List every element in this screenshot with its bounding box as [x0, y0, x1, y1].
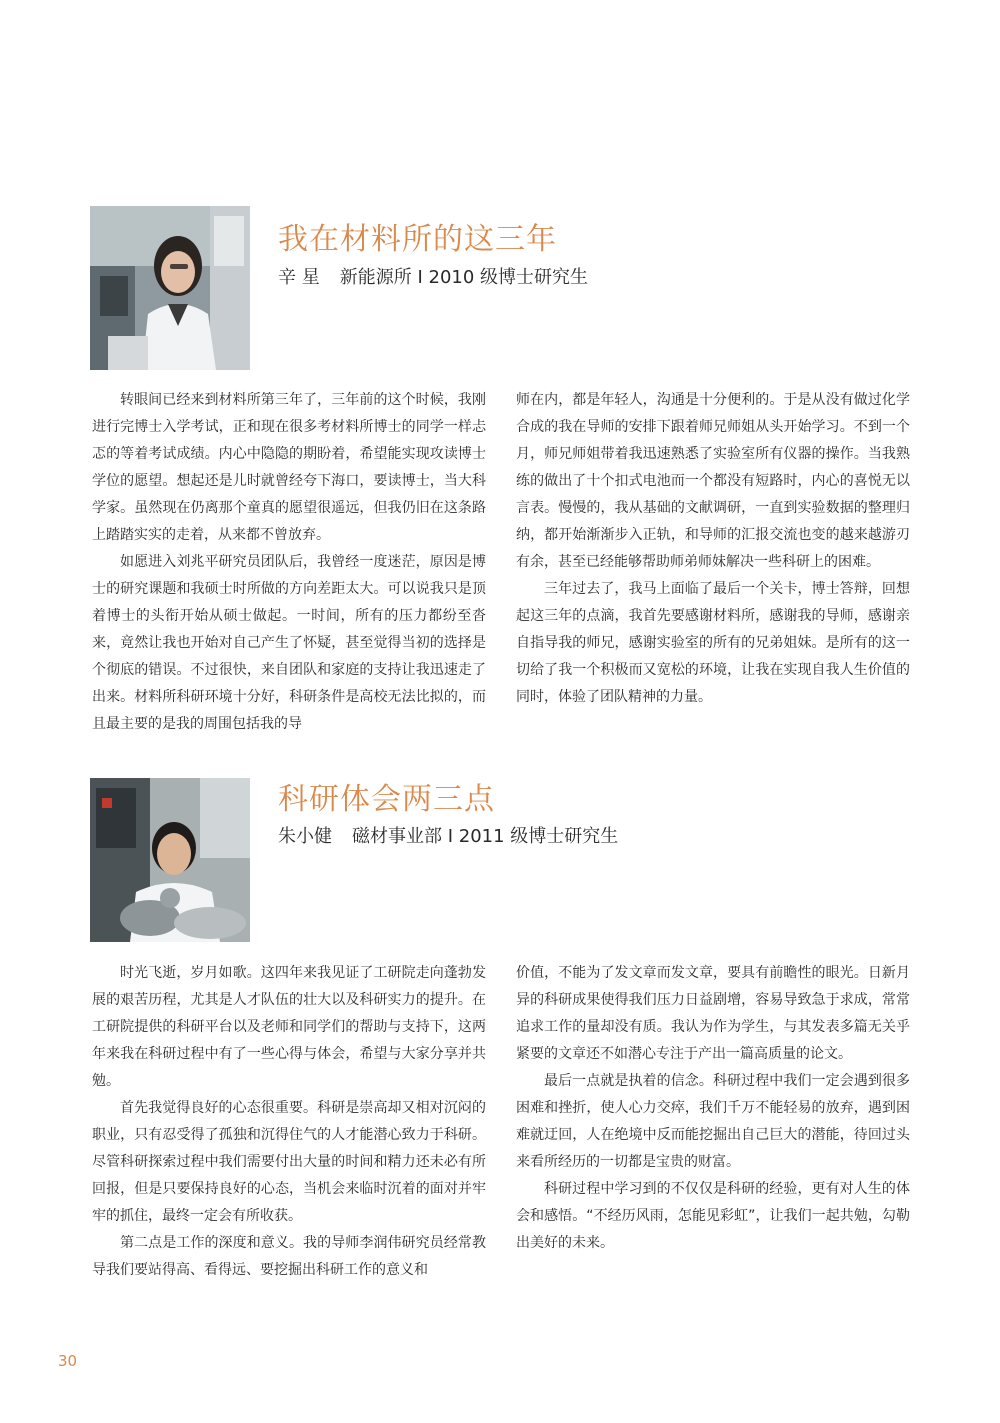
author-affiliation: 新能源所 I 2010 级博士研究生 [339, 267, 589, 288]
paragraph: 第二点是工作的深度和意义。我的导师李润伟研究员经常教导我们要站得高、看得远、要挖掘出科研工作的意义和 [92, 1235, 486, 1278]
paragraph: 如愿进入刘兆平研究员团队后，我曾经一度迷茫，原因是博士的研究课题和我硕士时所做的方向差距太大。可以说我只是顶着博士的头衔开始从硕士做起。一时间，所有的压力都纷至沓来，竟然让我也开始对自己产生了怀疑，甚至觉得当初的选择是个彻底的错误。不过很快，来自团队和家庭的支持让我迅速走了出来。材料所科研环境十分好，科研条件是高校无法比拟的，而且最主要的是我的周围包括我的导 [92, 554, 486, 732]
paragraph: 价值，不能为了发文章而发文章，要具有前瞻性的眼光。日新月异的科研成果使得我们压力日益剧增，容易导致急于求成，常常追求工作的量却没有质。我认为作为学生，与其发表多篇无关乎紧要的文章还不如潜心专注于产出一篇高质量的论文。 [516, 965, 910, 1062]
paragraph: 最后一点就是执着的信念。科研过程中我们一定会遇到很多困难和挫折，使人心力交瘁，我们千万不能轻易的放弃，遇到困难就迂回，人在绝境中反而能挖掘出自己巨大的潜能，待回过头来看所经历的一切都是宝贵的财富。 [516, 1073, 910, 1170]
byline [278, 263, 588, 289]
paragraph: 转眼间已经来到材料所第三年了，三年前的这个时候，我刚进行完博士入学考试，正和现在很多考材料所博士的同学一样忐忑的等着考试成绩。内心中隐隐的期盼着，希望能实现攻读博士学位的愿望。想起还是儿时就曾经夸下海口，要读博士，当大科学家。虽然现在仍离那个童真的愿望很遥远，但我仍旧在这条路上踏踏实实的走着，从来都不曾放弃。 [92, 392, 486, 543]
author-photo-2 [90, 778, 250, 942]
paragraph: 师在内，都是年轻人，沟通是十分便利的。于是从没有做过化学合成的我在导师的安排下跟着师兄师姐从头开始学习。不到一个月，师兄师姐带着我迅速熟悉了实验室所有仪器的操作。当我熟练的做出了十个扣式电池而一个都没有短路时，内心的喜悦无以言表。慢慢的，我从基础的文献调研，一直到实验数据的整理归纳，都开始渐渐步入正轨，和导师的汇报交流也变的越来越游刃有余，甚至已经能够帮助师弟师妹解决一些科研上的困难。 [516, 392, 910, 570]
author-affiliation: 磁材事业部 I 2011 级博士研究生 [352, 826, 619, 847]
body-column-right [516, 960, 910, 1257]
body-column-right [516, 387, 910, 711]
paragraph: 时光飞逝，岁月如歌。这四年来我见证了工研院走向蓬勃发展的艰苦历程，尤其是人才队伍的壮大以及科研实力的提升。在工研院提供的科研平台以及老师和同学们的帮助与支持下，这两年来我在科研过程中有了一些心得与体会，希望与大家分享并共勉。 [92, 965, 486, 1089]
lab-portrait-man-image [90, 778, 250, 942]
lab-portrait-woman-image [90, 206, 250, 370]
paragraph: 三年过去了，我马上面临了最后一个关卡，博士答辩，回想起这三年的点滴，我首先要感谢材料所，感谢我的导师，感谢亲自指导我的师兄，感谢实验室的所有的兄弟姐妹。是所有的这一切给了我一个积极而又宽松的环境，让我在实现自我人生价值的同时，体验了团队精神的力量。 [516, 581, 910, 705]
body-column-left [92, 960, 486, 1284]
byline [278, 822, 618, 848]
paragraph: 首先我觉得良好的心态很重要。科研是崇高却又相对沉闷的职业，只有忍受得了孤独和沉得住气的人才能潜心致力于科研。尽管科研探索过程中我们需要付出大量的时间和精力还未必有所回报，但是只要保持良好的心态，当机会来临时沉着的面对并牢牢的抓住，最终一定会有所收获。 [92, 1100, 486, 1224]
article-title: 科研体会两三点 [278, 782, 495, 817]
page-number: 30 [58, 1352, 78, 1370]
author-name: 辛 星 [278, 267, 320, 288]
author-name: 朱小健 [278, 826, 332, 847]
body-column-left [92, 387, 486, 738]
paragraph: 科研过程中学习到的不仅仅是科研的经验，更有对人生的体会和感悟。“不经历风雨，怎能见彩虹”，让我们一起共勉，勾勒出美好的未来。 [516, 1181, 910, 1251]
article-title: 我在材料所的这三年 [278, 222, 557, 257]
author-photo-1 [90, 206, 250, 370]
